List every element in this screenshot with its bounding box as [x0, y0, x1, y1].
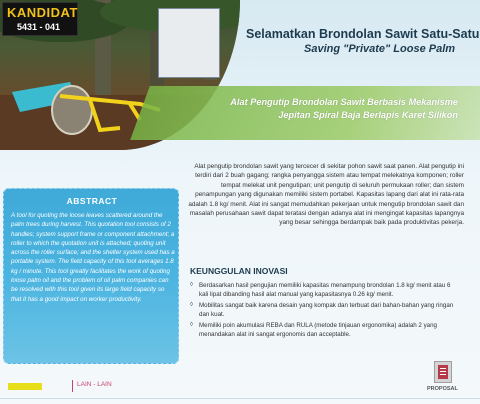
tagline-line-1: Alat Pengutip Brondolan Sawit Berbasis Mekanisme — [230, 97, 458, 107]
advantages-list — [190, 281, 460, 341]
advantage-text: Memiliki poin akumulasi REBA dan RULA (metode tinjauan ergonomika) adalah 2 yang menandakan alat ini sangat ergonomis dan acceptable. — [199, 322, 438, 338]
footer-color-bar — [8, 383, 42, 390]
candidate-badge — [2, 2, 78, 36]
category-label[interactable]: LAIN - LAIN — [77, 381, 112, 388]
abstract-heading: ABSTRACT — [66, 196, 118, 206]
bullet-icon: ◊ — [190, 322, 193, 328]
proposal-link[interactable]: PROPOSAL — [427, 386, 458, 392]
advantages-heading: KEUNGGULAN INOVASI — [190, 266, 288, 276]
list-item — [190, 301, 460, 319]
monitor-inset — [158, 8, 220, 78]
page-subtitle: Saving "Private" Loose Palm — [304, 43, 456, 55]
tagline — [158, 96, 458, 122]
advantage-text: Berdasarkan hasil pengujian memiliki kapasitas menampung brondolan 1.8 kg/ menit atau 6 kali lipat dibanding hasil alat manual yang kapasitasnya 0.26 kg/ menit. — [199, 282, 451, 298]
description-paragraph: Alat pengutip brondolan sawit yang tercecer di sekitar pohon sawit saat panen. Alat pengutip ini terdiri dari 2 buah gagang; rangka penyangga sistem atau tempat melekatnya komponen; roller tempat melekat unit pengutipan; unit pengutip di seluruh permukaan roller; dan sistem penampungan yang digunakan memiliki sistem portabel. Kapasitas lapang dari alat ini rata-rata adalah 1.8 kg/ menit. Alat ini sangat memudahkan pekerjaan untuk mengutip brondolan sawit dan masalah perusahaan sawit dapat teratasi dengan adanya alat ini mengingat kapasitas lapangnya yang besar sehingga berdampak baik pada produktivitas pekerja. — [188, 163, 464, 227]
bullet-icon: ◊ — [190, 302, 193, 308]
list-item — [190, 321, 460, 339]
list-item — [190, 281, 460, 299]
badge-code: 5431 - 041 — [17, 22, 61, 32]
advantage-text: Mobilitas sangat baik karena desain yang kompak dan terbuat dari bahan-bahan yang ringan dan kuat. — [199, 302, 454, 318]
bullet-icon: ◊ — [190, 282, 193, 288]
bottom-divider — [0, 398, 480, 399]
abstract-text: A tool for quoting the loose leaves scattered around the palm trees during harvest. This quotation tool consists of 2 handles; system support frame or component attachment; a roller to which the quotation unit is attached; quoting unit across the roller surface; and the shelter system used has a portable system. The field capacity of this tool averages 1.8 kg / minute. This tool greatly facilitates the work of quoting loose palm oil and the problem of oil palm companies can be resolved with this tool given its large field capacity so that it has a good impact on worker productivity. — [11, 212, 175, 303]
abstract-panel — [3, 188, 179, 364]
page-title: Selamatkan Brondolan Sawit Satu-Satu — [246, 27, 480, 41]
document-icon[interactable] — [434, 361, 452, 383]
badge-title: KANDIDAT — [7, 5, 78, 20]
footer-divider — [72, 380, 73, 392]
tagline-line-2: Jepitan Spiral Baja Berlapis Karet Silikon — [278, 110, 458, 120]
